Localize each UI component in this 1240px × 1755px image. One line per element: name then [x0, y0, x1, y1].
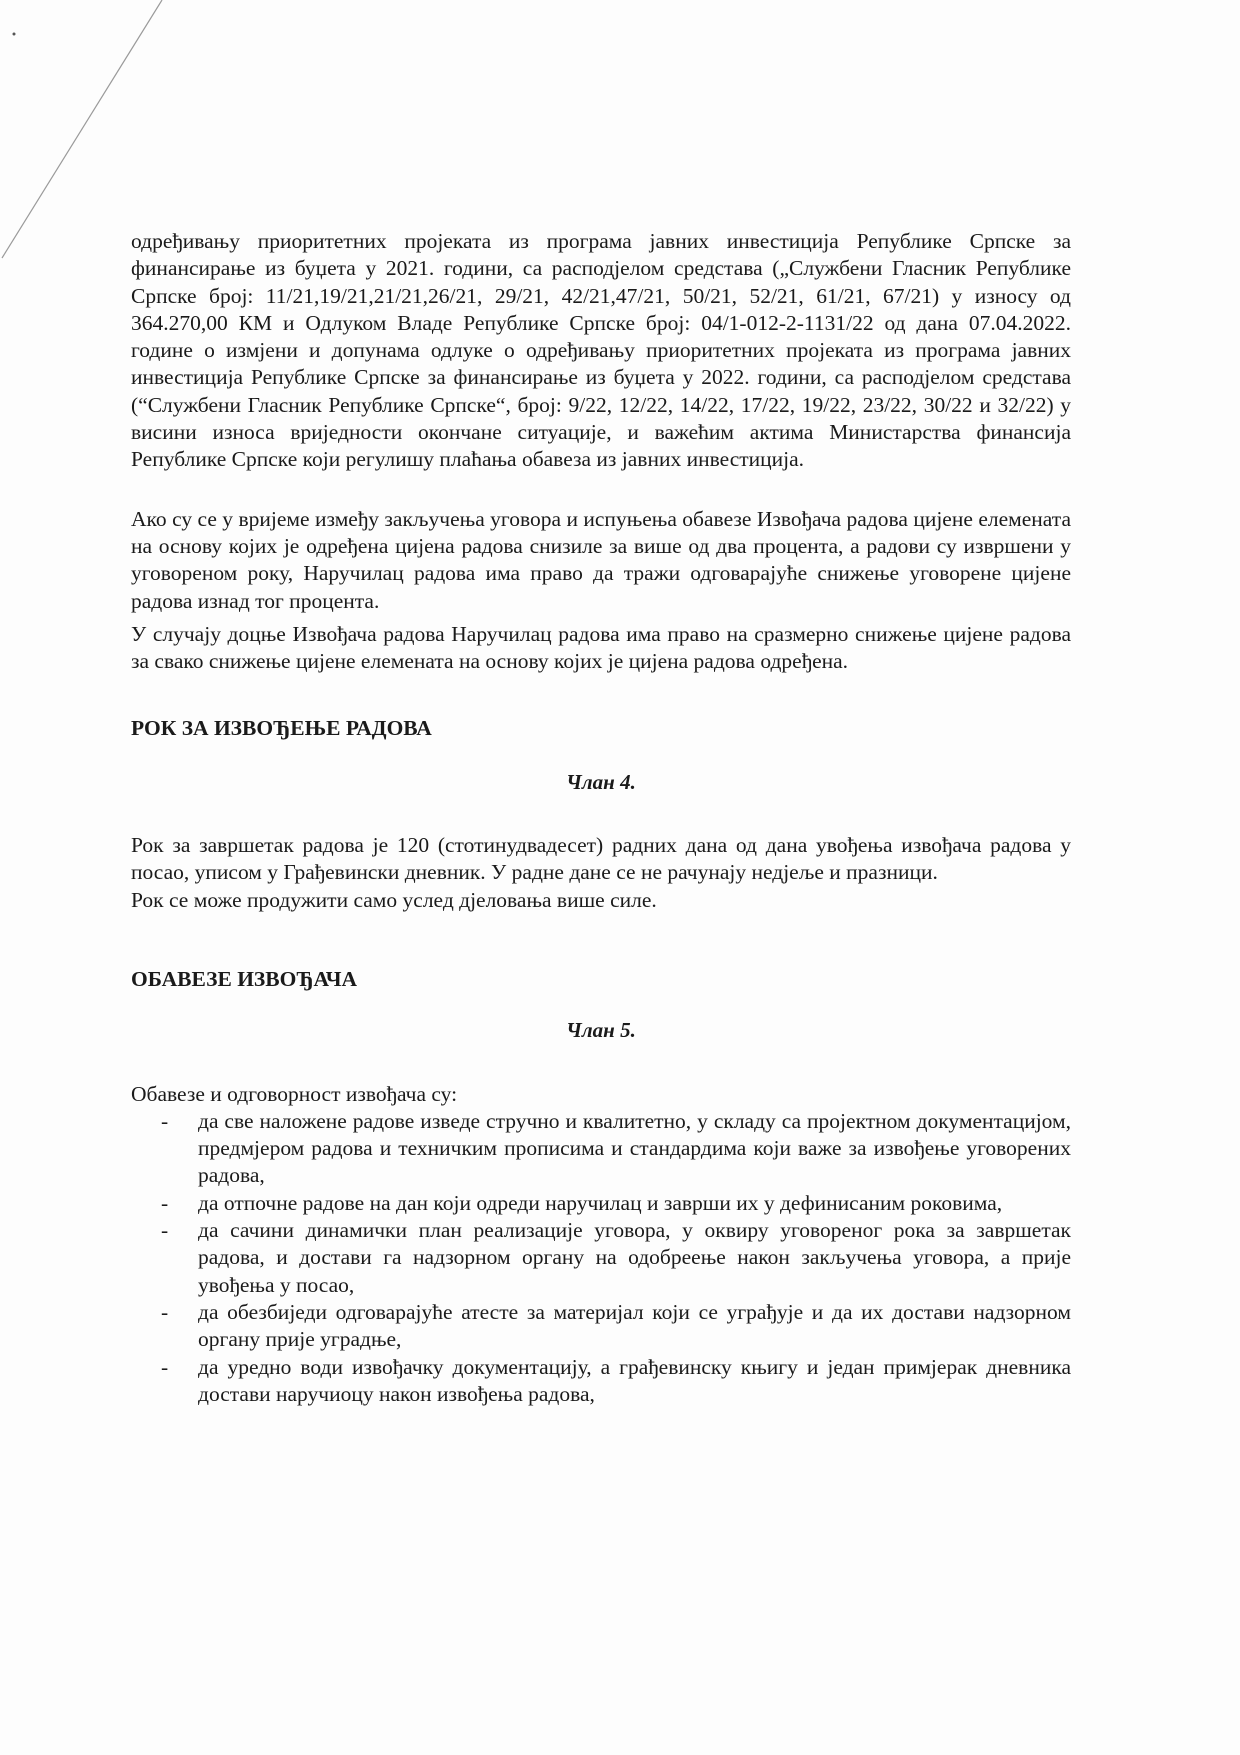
section-heading-obligations: ОБАВЕЗЕ ИЗВОЂАЧА [131, 966, 358, 991]
list-dash: - [161, 1108, 169, 1133]
price-reduction-paragraph: Ако су се у вријеме између закључења уговора и испуњења обавезе Извођача радова цијене елемената на основу којих је одређена цијена радова снизиле за више од два процента, а радови су извршени у уговореном року, Наручилац радова има право да тражи одговарајуће снижење уговорене цијене радова изнад тог процента. [131, 506, 1071, 613]
list-item: - да све наложене радове изведе стручно и квалитетно, у складу са пројектном документацијом, предмјером радова и техничким прописима и стандардима који важе за извођење уговорених радова, [161, 1108, 1071, 1188]
obligations-intro: Обавезе и одговорност извођача су: [131, 1081, 458, 1106]
article-4-title: Члан 4. [566, 769, 636, 794]
list-dash: - [161, 1354, 169, 1379]
list-dash: - [161, 1190, 169, 1215]
section-heading-deadline: РОК ЗА ИЗВОЂЕЊЕ РАДОВА [131, 716, 432, 741]
delay-reduction-paragraph: У случају доцње Извођача радова Наручилац радова има право на сразмерно снижење цијене радова за свако снижење цијене елемената на основу којих је цијена радова одређена. [131, 621, 1071, 674]
force-majeure-paragraph: Рок се може продужити само услед дјеловања више силе. [131, 887, 657, 912]
list-dash: - [161, 1218, 169, 1243]
list-dash: - [161, 1299, 169, 1324]
list-item: - да уредно води извођачку документацију, а грађевинску књигу и један примјерак дневника достави наручиоцу након извођења радова, [161, 1354, 1071, 1406]
payment-terms-paragraph: одређивању приоритетних пројеката из програма јавних инвестиција Републике Српске за финансирање из буџета у 2021. години, са расподјелом средстава („Службени Гласник Републике Српске број: 11/21,19/21,21/21,26/21, 29/21, 42/21,47/21, 50/21, 52/21, 61/21, 67/21) у износу од 364.270,00 КМ и Одлуком Владе Републике Српске број: 04/1-012-2-1131/22 од дана 07.04.2022. године о измјени и допунама одлуке о одређивању приоритетних пројеката из програма јавних инвестиција Републике Српске за финансирање из буџета у 2022. години, са расподјелом средстава (“Службени Гласник Републике Српске“, број: 9/22, 12/22, 14/22, 17/22, 19/22, 23/22, 30/22 и 32/22) у висини износа вриједности окончане ситуације, и важећим актима Министарства финансија Републике Српске који регулишу плаћања обавеза из јавних инвестиција. [131, 229, 1071, 472]
article-5-title: Члан 5. [566, 1018, 636, 1043]
deadline-paragraph: Рок за завршетак радова је 120 (стотинудвадесет) радних дана од дана увођења извођача радова у посао, уписом у Грађевински дневник. У радне дане се не рачунају недјеље и празници. [131, 833, 1071, 885]
document-page [131, 228, 1071, 1408]
list-item: - да отпочне радове на дан који одреди наручилац и заврши их у дефинисаним роковима, [131, 1190, 1071, 1217]
list-item: - да сачини динамички план реализације уговора, у оквиру уговореног рока за завршетак радова, и достави га надзорном органу на одобреење након закључења уговора, а прије увођења у посао, [161, 1218, 1071, 1297]
list-item: - да обезбиједи одговарајуће атесте за материјал који се уграђује и да их достави надзорном органу прије уградње, [161, 1299, 1071, 1352]
obligations-list [131, 1108, 1071, 1408]
